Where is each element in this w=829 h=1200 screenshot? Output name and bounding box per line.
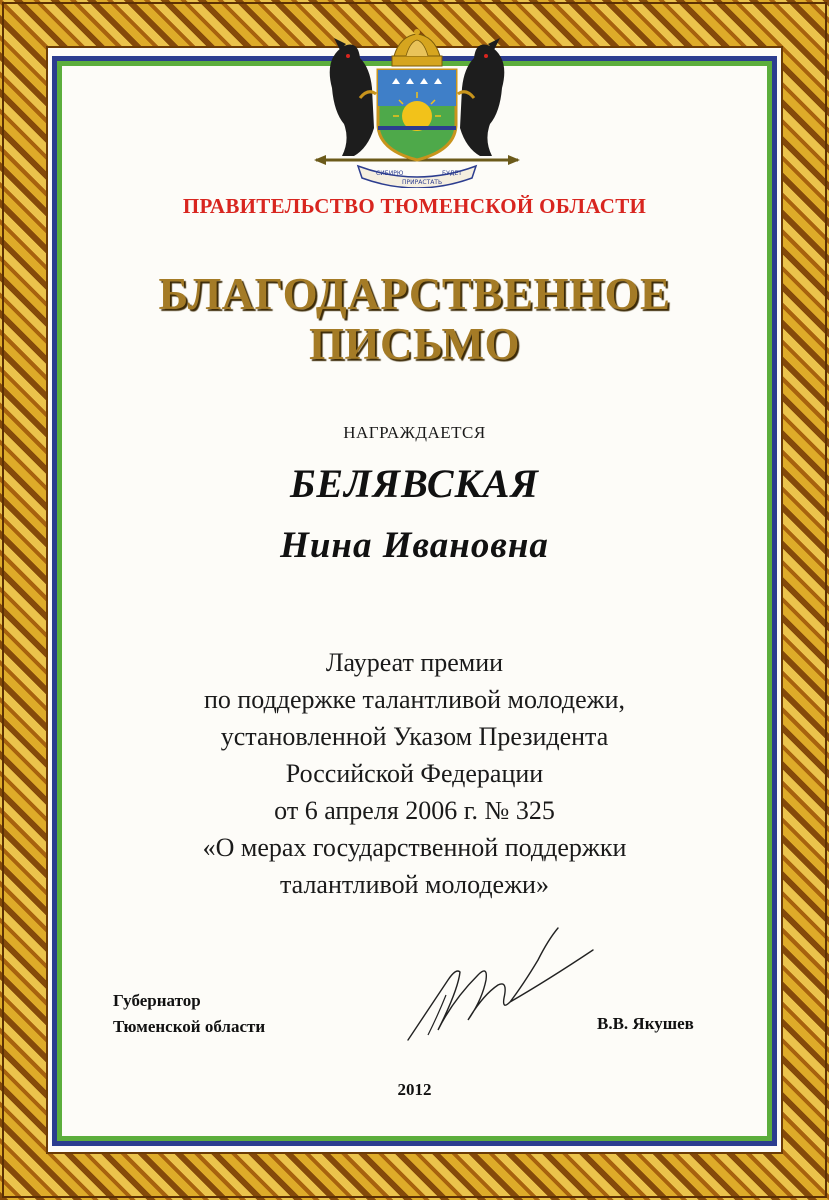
issuing-authority: ПРАВИТЕЛЬСТВО ТЮМЕНСКОЙ ОБЛАСТИ <box>182 194 647 218</box>
description-line: по поддержке талантливой молодежи, <box>203 685 626 714</box>
document-title-line-2: ПИСЬМО <box>309 319 520 369</box>
motto-word-2: ПРИРАСТАТЬ <box>402 179 443 186</box>
motto-word-3: БУДЕТ <box>442 170 462 177</box>
document-title-line-1: БЛАГОДАРСТВЕННОЕ <box>158 269 671 319</box>
motto-word-1: СИБИРЮ <box>376 170 404 177</box>
description-line: Российской Федерации <box>285 759 544 788</box>
recipient-given-names: Нина Ивановна <box>280 525 549 566</box>
signer-name: В.В. Якушев <box>597 1014 694 1033</box>
award-description <box>0 644 829 903</box>
description-line: Лауреат премии <box>325 648 504 677</box>
description-line: талантливой молодежи» <box>280 870 549 899</box>
recipient-surname: БЕЛЯВСКАЯ <box>290 461 539 506</box>
coat-of-arms-emblem <box>314 28 520 188</box>
description-line: «О мерах государственной поддержки <box>202 833 627 862</box>
signer-position <box>113 988 265 1040</box>
handwritten-signature <box>398 920 598 1050</box>
description-line: установленной Указом Президента <box>220 722 609 751</box>
issue-year: 2012 <box>397 1080 432 1099</box>
signer-position-line-1: Губернатор <box>113 991 201 1010</box>
signer-position-line-2: Тюменской области <box>113 1017 266 1036</box>
awarded-label: НАГРАЖДАЕТСЯ <box>343 423 486 442</box>
description-line: от 6 апреля 2006 г. № 325 <box>274 796 555 825</box>
